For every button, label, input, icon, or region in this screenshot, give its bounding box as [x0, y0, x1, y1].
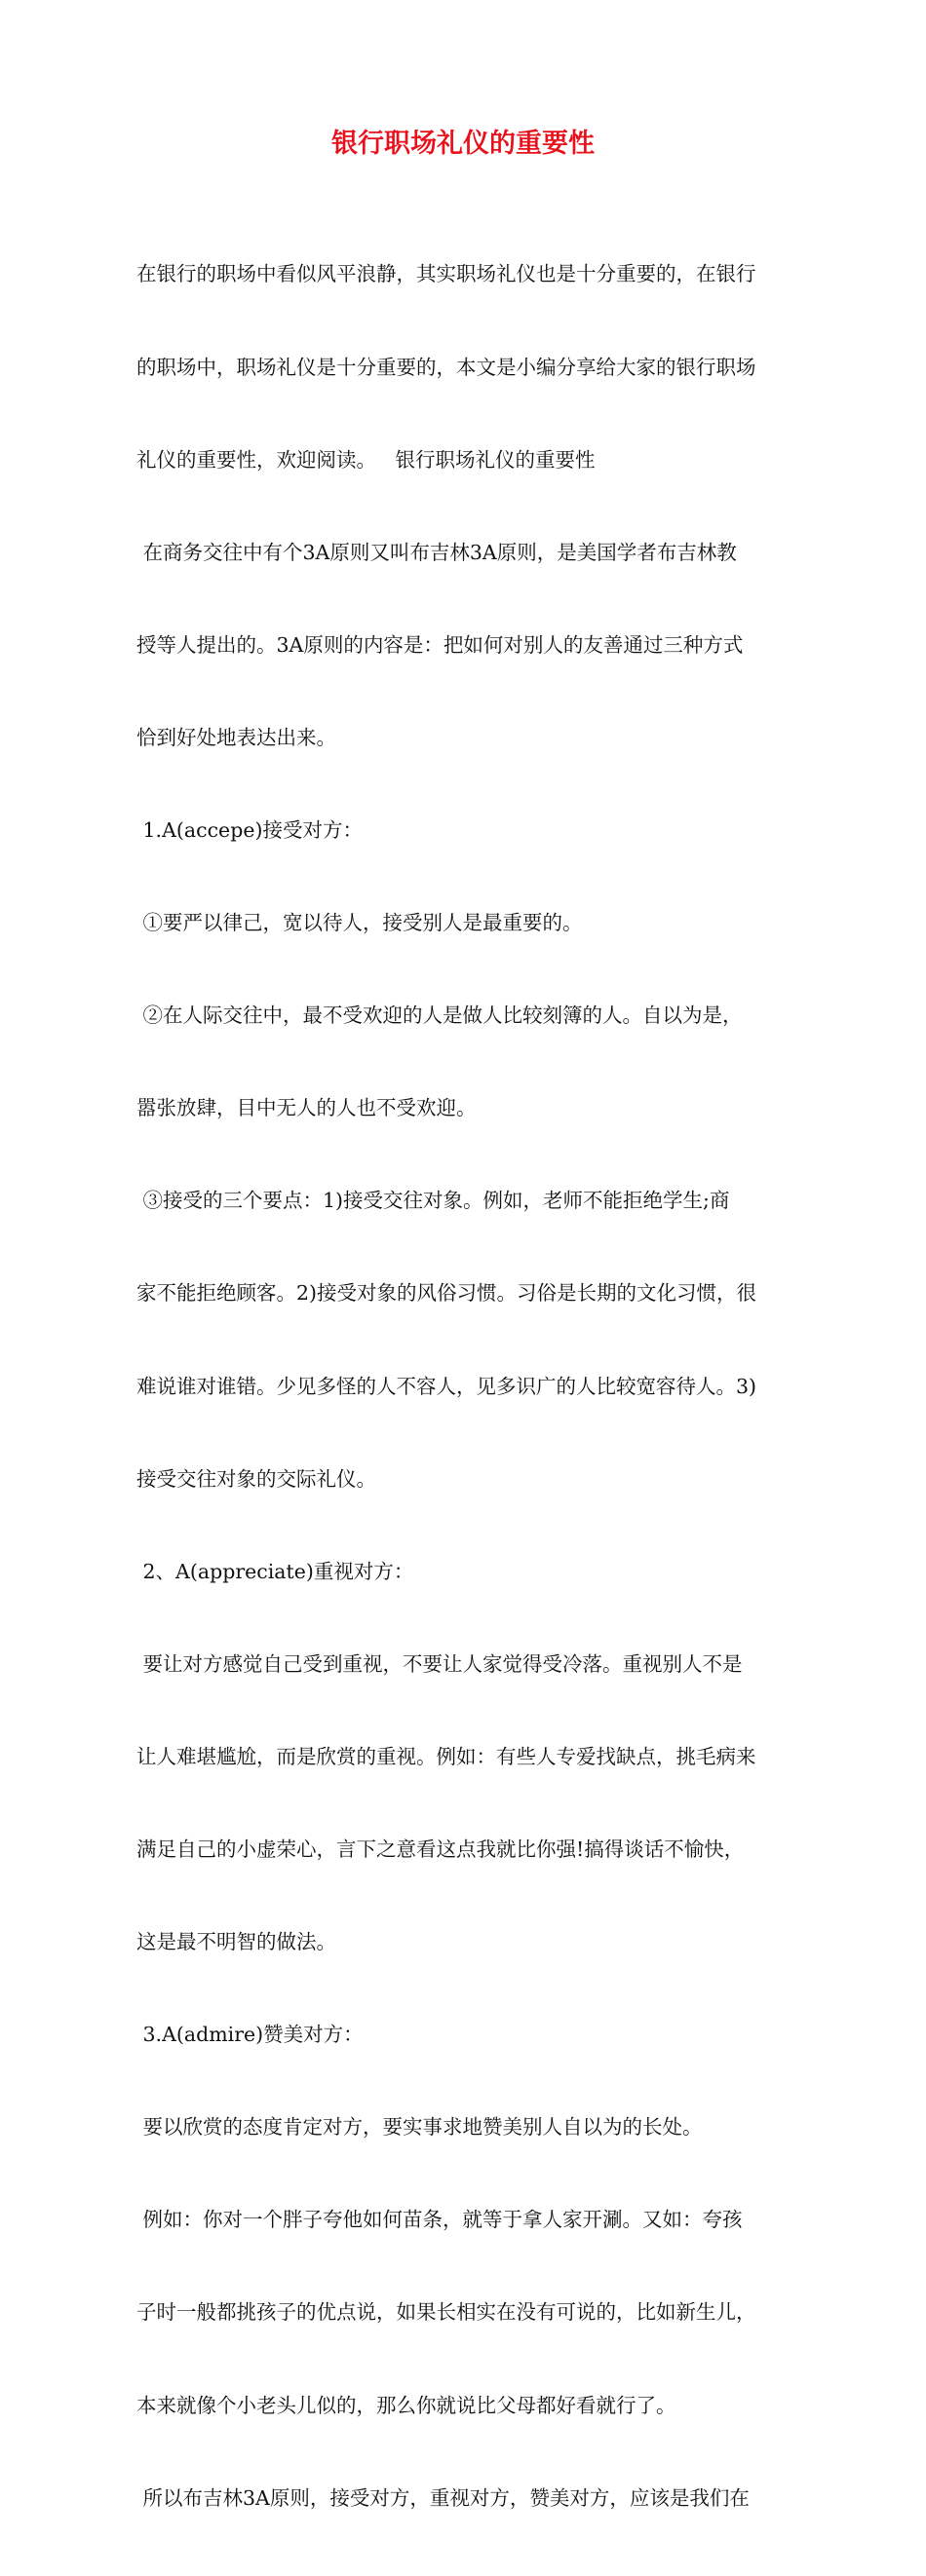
text-line: 接受交往对象的交际礼仪。 — [136, 1466, 376, 1491]
text-line: 2、A(appreciate)重视对方： — [136, 1559, 414, 1583]
document-title: 银行职场礼仪的重要性 — [331, 129, 595, 159]
text-line: 的职场中，职场礼仪是十分重要的，本文是小编分享给大家的银行职场 — [136, 355, 756, 379]
text-line: 满足自己的小虚荣心，言下之意看这点我就比你强!搞得谈话不愉快， — [136, 1837, 745, 1861]
text-line: 让人难堪尴尬，而是欣赏的重视。例如：有些人专爱找缺点，挑毛病来 — [136, 1744, 756, 1768]
text-line: 恰到好处地表达出来。 — [136, 725, 336, 749]
text-line: 3.A(admire)赞美对方： — [136, 2023, 364, 2047]
text-line: 在银行的职场中看似风平浪静，其实职场礼仪也是十分重要的，在银行 — [136, 262, 756, 286]
text-line: 要让对方感觉自己受到重视，不要让人家觉得受冷落。重视别人不是 — [136, 1651, 743, 1676]
text-line: ②在人际交往中，最不受欢迎的人是做人比较刻簿的人。自以为是， — [136, 1004, 743, 1028]
text-line: 嚣张放肆，目中无人的人也不受欢迎。 — [136, 1096, 477, 1120]
text-line: 所以布吉林3A原则，接受对方，重视对方，赞美对方，应该是我们在 — [136, 2485, 750, 2510]
text-line: 要以欣赏的态度肯定对方，要实事求地赞美别人自以为的长处。 — [136, 2115, 703, 2140]
text-line: ③接受的三个要点：1)接受交往对象。例如，老师不能拒绝学生;商 — [136, 1189, 730, 1213]
text-line: 例如：你对一个胖子夸他如何苗条，就等于拿人家开涮。又如：夸孩 — [136, 2208, 743, 2232]
text-line: 授等人提出的。3A原则的内容是：把如何对别人的友善通过三种方式 — [136, 632, 744, 657]
text-line: 难说谁对谁错。少见多怪的人不容人，见多识广的人比较宽容待人。3) — [136, 1374, 757, 1398]
text-line: 子时一般都挑孩子的优点说，如果长相实在没有可说的，比如新生儿， — [136, 2300, 756, 2325]
text-line: 1.A(accepe)接受对方： — [136, 817, 363, 842]
text-line: ①要严以律己，宽以待人，接受别人是最重要的。 — [136, 911, 583, 935]
text-line: 礼仪的重要性，欢迎阅读。 银行职场礼仪的重要性 — [136, 447, 596, 472]
text-line: 这是最不明智的做法。 — [136, 1930, 336, 1954]
text-line: 家不能拒绝顾客。2)接受对象的风俗习惯。习俗是长期的文化习惯，很 — [136, 1281, 757, 1306]
text-line: 在商务交往中有个3A原则又叫布吉林3A原则，是美国学者布吉林教 — [136, 540, 737, 564]
text-line: 本来就像个小老头儿似的，那么你就说比父母都好看就行了。 — [136, 2393, 676, 2417]
document-body — [136, 198, 795, 2576]
